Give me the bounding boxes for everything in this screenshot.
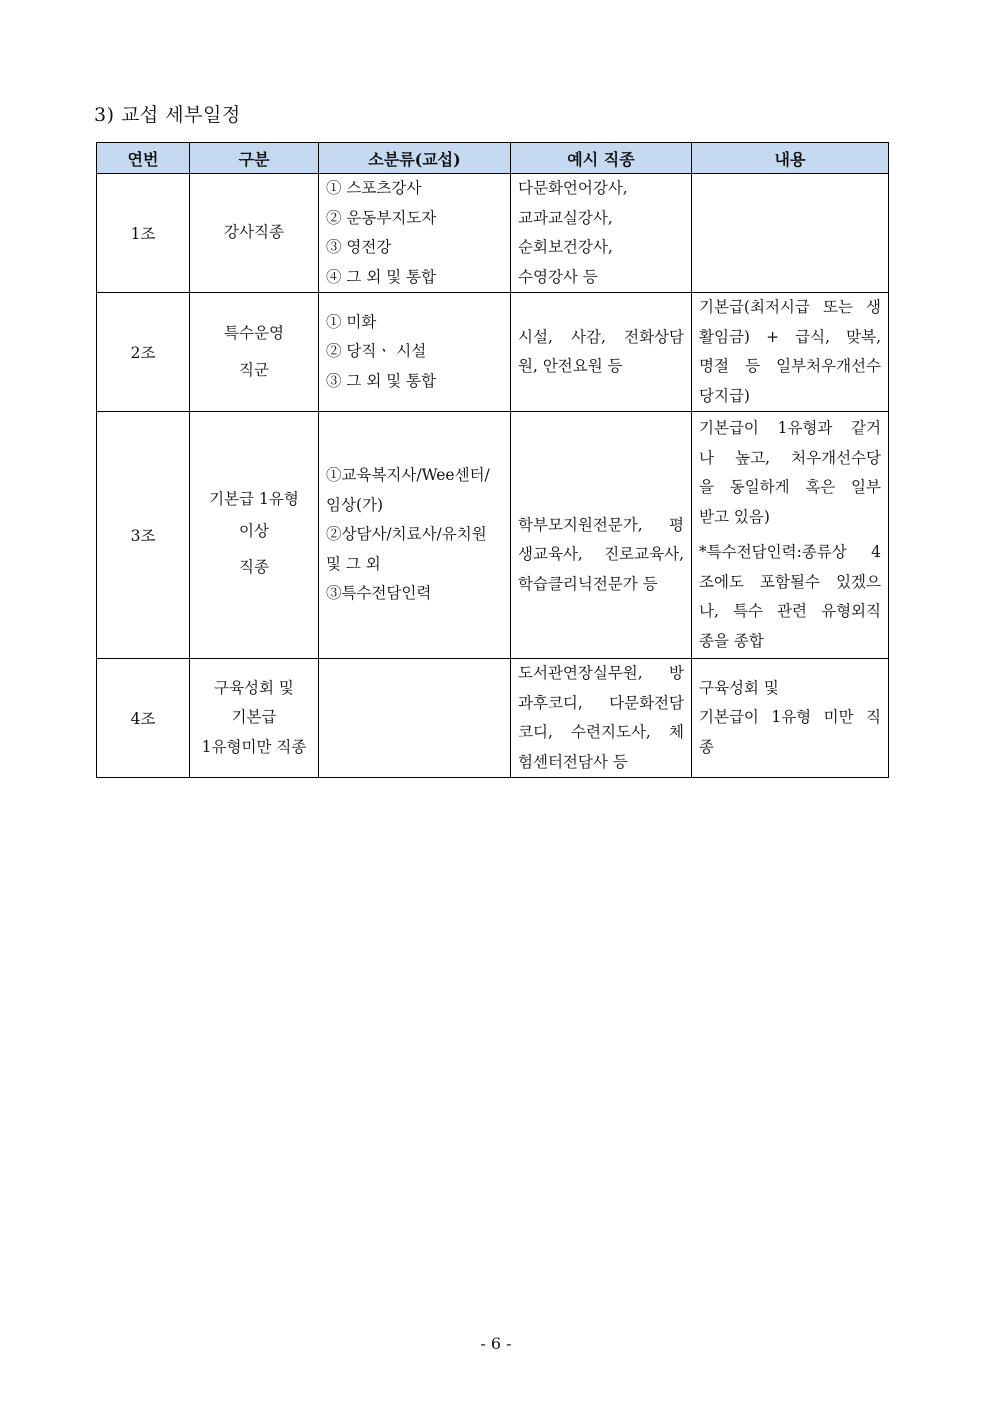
table-row: [97, 174, 889, 293]
row-examples: [511, 412, 692, 659]
examples-line: 원, 안전요원 등: [518, 357, 623, 375]
examples-line: 다문화언어강사,: [518, 179, 628, 197]
header-content: 내용: [692, 143, 889, 174]
row-subcategory: [319, 293, 511, 412]
row-num: 3조: [97, 412, 190, 659]
content-note-line: 나, 특수 관련 유형외직: [699, 602, 881, 620]
subcategory-line: 및 그 외: [326, 554, 381, 573]
subcategory-line: ② 운동부지도자: [326, 208, 437, 227]
page-number: - 6 -: [480, 1334, 512, 1353]
negotiation-schedule-table: [96, 142, 889, 778]
subcategory-line: ② 당직ㆍ 시설: [326, 342, 427, 361]
content-line: 을 동일하게 혹은 일부: [699, 478, 881, 496]
row-num: 1조: [97, 174, 190, 293]
row-category: [190, 293, 319, 412]
header-examples: 예시 직종: [511, 143, 692, 174]
row-category: [190, 412, 319, 659]
content-line: 기본급(최저시급 또는 생: [699, 298, 881, 316]
examples-line: 교과교실강사,: [518, 208, 613, 227]
category-line: 직군: [239, 361, 269, 379]
row-num: 2조: [97, 293, 190, 412]
content-line: 기본급이 1유형과 같거: [699, 419, 881, 437]
category-line: 이상: [239, 522, 269, 540]
subcategory-line: ① 스포츠강사: [326, 179, 422, 197]
content-line: 구육성회 및: [699, 678, 779, 697]
subcategory-line: ① 미화: [326, 312, 377, 331]
content-note-line: 종을 종합: [699, 631, 764, 650]
examples-line: 순회보건강사,: [518, 238, 613, 256]
content-note-line: 조에도 포함될수 있겠으: [699, 572, 881, 591]
content-note-line: *특수전담인력:종류상 4: [699, 543, 881, 561]
subcategory-line: ③특수전담인력: [326, 584, 432, 603]
row-subcategory: [319, 659, 511, 778]
subcategory-line: ①교육복지사/Wee센터/: [326, 466, 490, 485]
subcategory-line: ③ 영전강: [326, 238, 392, 256]
category-line: 구육성회 및: [214, 678, 294, 697]
subcategory-line: ②상담사/치료사/유치원: [326, 525, 487, 544]
row-content: [692, 659, 889, 778]
examples-line: 시설, 사감, 전화상담: [518, 327, 684, 346]
examples-line: 험센터전담사 등: [518, 752, 628, 771]
row-category: [190, 174, 319, 293]
examples-line: 도서관연장실무원, 방: [518, 664, 684, 682]
section-title: 3) 교섭 세부일정: [94, 104, 241, 126]
subcategory-line: 임상(가): [326, 495, 384, 514]
subcategory-line: ④ 그 외 및 통합: [326, 267, 437, 286]
category-line: 직종: [239, 558, 269, 576]
content-line: 활임금) + 급식, 맞복,: [699, 327, 881, 346]
examples-line: 수영강사 등: [518, 267, 598, 286]
row-content: [692, 174, 889, 293]
category-line: 기본급: [231, 708, 277, 727]
row-num: 4조: [97, 659, 190, 778]
content-line: 명절 등 일부처우개선수: [699, 357, 881, 375]
content-line: 받고 있음): [699, 507, 770, 526]
examples-line: 코디, 수련지도사, 체: [518, 723, 684, 741]
row-examples: [511, 659, 692, 778]
table-header-row: [97, 143, 889, 174]
row-examples: [511, 293, 692, 412]
examples-line: 생교육사, 진로교육사,: [518, 545, 684, 564]
row-subcategory: [319, 412, 511, 659]
row-content: [692, 412, 889, 659]
category-line: 강사직종: [224, 223, 284, 242]
header-num: 연번: [97, 143, 190, 174]
row-content: [692, 293, 889, 412]
header-subcategory: 소분류(교섭): [319, 143, 511, 174]
row-subcategory: [319, 174, 511, 293]
row-category: [190, 659, 319, 778]
content-line: 나 높고, 처우개선수당: [699, 448, 881, 467]
category-line: 기본급 1유형: [209, 490, 299, 508]
header-category: 구분: [190, 143, 319, 174]
row-examples: [511, 174, 692, 293]
subcategory-line: ③ 그 외 및 통합: [326, 371, 437, 390]
content-line: 당지급): [699, 386, 750, 405]
examples-line: 학부모지원전문가, 평: [518, 515, 684, 534]
category-line: 1유형미만 직종: [201, 737, 307, 756]
content-line: 기본급이 1유형 미만 직: [699, 708, 881, 727]
table-row: [97, 412, 889, 659]
table-row: [97, 293, 889, 412]
examples-line: 과후코디, 다문화전담: [518, 693, 684, 712]
category-line: 특수운영: [224, 324, 284, 342]
examples-line: 학습클리닉전문가 등: [518, 574, 658, 593]
table-row: [97, 659, 889, 778]
content-line: 종: [699, 737, 714, 756]
